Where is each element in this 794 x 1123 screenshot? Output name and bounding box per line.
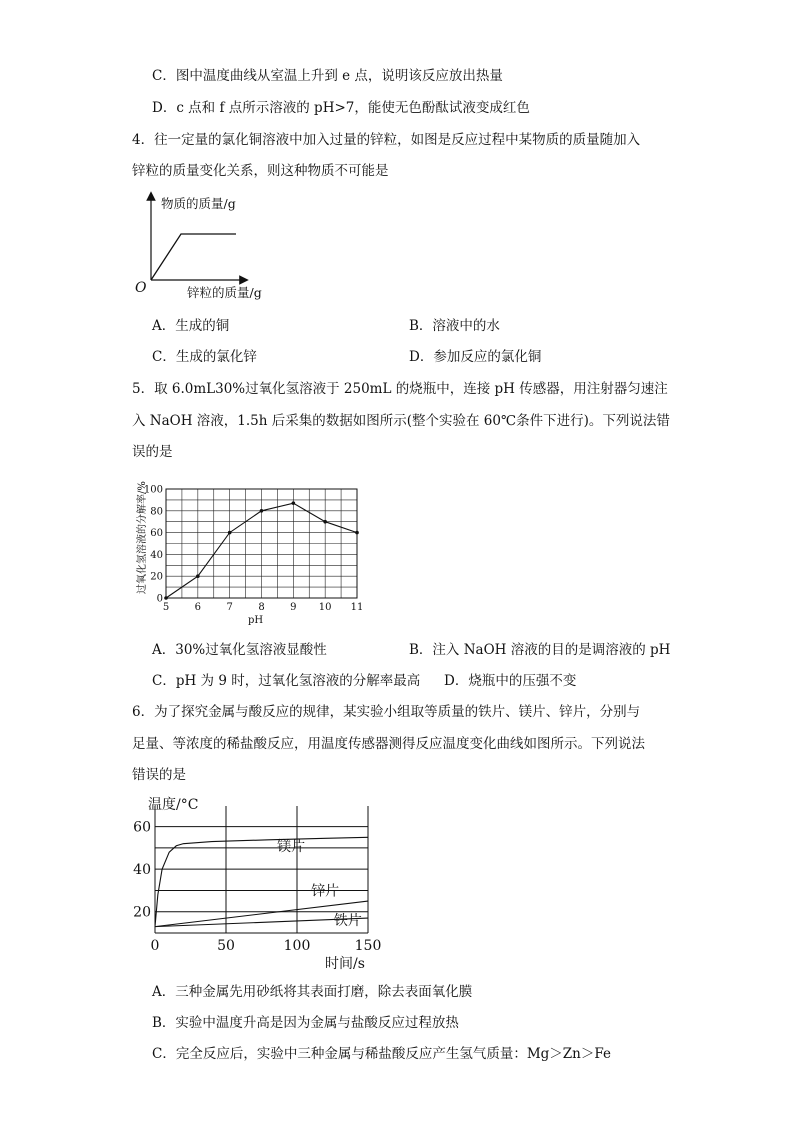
q4-option-c: C．生成的氯化锌 (152, 349, 257, 365)
q5-x-tick-label: 8 (258, 602, 265, 613)
q4-ylabel: 物质的质量/g (161, 196, 236, 211)
q5-x-tick-label: 7 (226, 602, 233, 613)
q4-xlabel: 锌粒的质量/g (187, 285, 262, 300)
q5-ylabel: 过氧化氢溶液的分解率/% (137, 481, 148, 594)
q5-x-tick-label: 5 (162, 602, 170, 613)
q5-x-tick-label: 6 (194, 602, 202, 613)
q6-chart (128, 790, 388, 972)
q5-y-tick-label: 40 (150, 549, 163, 561)
q5-option-d: D．烧瓶中的压强不变 (444, 673, 577, 689)
q6-option-c: C．完全反应后，实验中三种金属与稀盐酸反应产生氢气质量：Mg＞Zn＞Fe (152, 1046, 611, 1062)
q5-option-c: C．pH 为 9 时，过氧化氢溶液的分解率最高 (152, 673, 421, 689)
q6-x-tick-label: 0 (150, 938, 160, 954)
q4-origin-label: O (135, 280, 147, 296)
q6-option-b: B．实验中温度升高是因为金属与盐酸反应过程放热 (152, 1015, 459, 1031)
q5-y-tick-label: 0 (156, 593, 163, 605)
q5-x-tick-label: 9 (290, 602, 297, 613)
q4-curve (151, 234, 236, 280)
q3-option-c: C．图中温度曲线从室温上升到 e 点，说明该反应放出热量 (152, 68, 503, 84)
q4-stem-line2: 锌粒的质量变化关系，则这种物质不可能是 (132, 163, 389, 179)
q3-option-d: D．c 点和 f 点所示溶液的 pH>7，能使无色酚酞试液变成红色 (152, 100, 530, 116)
q5-data-point (355, 531, 359, 535)
q6-x-tick-label: 50 (217, 938, 235, 954)
q6-y-tick-label: 40 (133, 862, 151, 879)
q6-x-tick-label: 150 (354, 938, 382, 954)
q5-option-b: B．注入 NaOH 溶液的目的是调溶液的 pH (409, 642, 671, 658)
q6-ylabel: 温度/°C (148, 797, 199, 813)
q6-y-tick-label: 60 (133, 819, 151, 836)
q6-xlabel: 时间/s (325, 956, 365, 972)
q5-data-point (260, 509, 264, 513)
q5-chart (128, 466, 368, 626)
q6-stem-line1: 6．为了探究金属与酸反应的规律，某实验小组取等质量的铁片、镁片、锌片，分别与 (132, 704, 641, 720)
q5-y-tick-label: 80 (150, 506, 163, 518)
q6-y-tick-label: 20 (133, 904, 151, 921)
q6-stem-line2: 足量、等浓度的稀盐酸反应，用温度传感器测得反应温度变化曲线如图所示。下列说法 (132, 736, 645, 752)
q5-y-tick-label: 100 (143, 484, 163, 496)
q5-stem-line1: 5．取 6.0mL30%过氧化氢溶液于 250mL 的烧瓶中，连接 pH 传感器，用注射器匀速注 (132, 381, 668, 397)
q6-option-a: A．三种金属先用砂纸将其表面打磨，除去表面氧化膜 (152, 984, 473, 1000)
q5-data-point (292, 501, 296, 505)
q5-y-tick-label: 20 (150, 571, 163, 583)
q5-data-point (196, 574, 200, 578)
q5-stem-line2: 入 NaOH 溶液，1.5h 后采集的数据如图所示(整个实验在 60℃条件下进行)。下列说法错 (132, 413, 670, 429)
q4-option-b: B．溶液中的水 (409, 318, 500, 334)
q6-series-label: 铁片 (333, 913, 362, 930)
q5-data-point (164, 596, 168, 600)
q5-grid (166, 489, 357, 598)
q5-option-a: A．30%过氧化氢溶液显酸性 (152, 642, 327, 658)
q6-series-label: 锌片 (311, 883, 340, 900)
q5-x-tick-label: 10 (318, 602, 332, 613)
q4-option-d: D．参加反应的氯化铜 (409, 349, 542, 365)
q5-data-point (228, 531, 232, 535)
q5-y-tick-label: 60 (150, 528, 163, 540)
q6-stem-line3: 错误的是 (132, 767, 186, 783)
q6-x-tick-label: 100 (283, 938, 311, 954)
q5-stem-line3: 误的是 (132, 444, 173, 460)
q5-xlabel: pH (248, 615, 264, 626)
q5-x-tick-label: 11 (350, 602, 364, 613)
q4-stem-line1: 4．往一定量的氯化铜溶液中加入过量的锌粒，如图是反应过程中某物质的质量随加入 (132, 132, 641, 148)
q5-data-point (323, 520, 327, 524)
q4-option-a: A．生成的铜 (152, 318, 230, 334)
q4-chart (132, 188, 282, 303)
q6-series-label: 镁片 (277, 838, 306, 855)
